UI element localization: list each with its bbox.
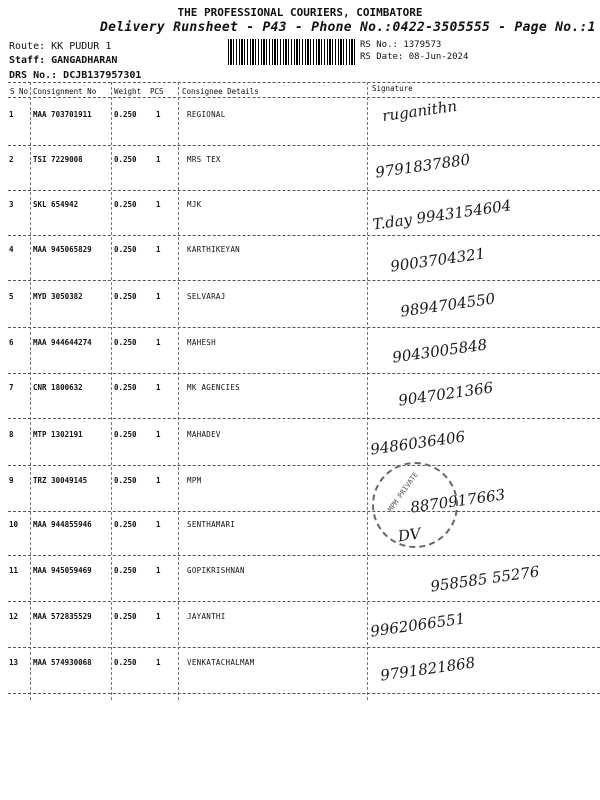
row-consignee: KARTHIKEYAN (187, 245, 240, 254)
row-signature: 9962066551 (369, 609, 467, 641)
row-separator (8, 190, 600, 191)
row-consignment-no: TRZ 30049145 (33, 476, 88, 485)
col-divider (30, 82, 31, 700)
row-sno: 4 (9, 245, 14, 254)
row-sno: 7 (9, 383, 14, 392)
row-separator (8, 280, 600, 281)
row-signature: 9791837880 (374, 150, 472, 182)
row-pcs: 1 (156, 155, 161, 164)
row-sno: 9 (9, 476, 14, 485)
row-weight: 0.250 (114, 612, 137, 621)
row-signature: 8870917663 (409, 485, 507, 517)
row-signature: 9486036406 (369, 427, 467, 459)
row-separator (8, 465, 600, 466)
row-separator (8, 418, 600, 419)
row-signature: DV (396, 524, 422, 546)
row-consignment-no: CNR 1800632 (33, 383, 83, 392)
col-divider (178, 82, 179, 700)
row-pcs: 1 (156, 292, 161, 301)
col-header-consignment: Consignment No (33, 87, 97, 96)
row-pcs: 1 (156, 612, 161, 621)
col-divider (111, 82, 112, 700)
row-signature: 958585 55276 (429, 562, 541, 596)
col-header-pcs: PCS (150, 87, 164, 96)
row-pcs: 1 (156, 245, 161, 254)
row-consignee: GOPIKRISHNAN (187, 566, 245, 575)
row-separator (8, 327, 600, 328)
row-consignee: MK AGENCIES (187, 383, 240, 392)
row-separator (8, 511, 600, 512)
row-weight: 0.250 (114, 658, 137, 667)
row-consignment-no: MTP 1302191 (33, 430, 83, 439)
row-consignee: JAYANTHI (187, 612, 226, 621)
row-signature: 9791821868 (379, 653, 477, 685)
row-signature: 9003704321 (389, 244, 487, 276)
row-sno: 1 (9, 110, 14, 119)
row-weight: 0.250 (114, 383, 137, 392)
row-consignee: MAHESH (187, 338, 216, 347)
row-separator (8, 647, 600, 648)
rs-number: RS No.: 1379573 (360, 40, 442, 50)
row-consignment-no: MAA 945065829 (33, 245, 92, 254)
row-weight: 0.250 (114, 338, 137, 347)
row-signature: 9047021366 (397, 378, 495, 410)
row-weight: 0.250 (114, 155, 137, 164)
row-consignee: MJK (187, 200, 202, 209)
row-consignment-no: MAA 574930068 (33, 658, 92, 667)
row-consignment-no: MAA 944644274 (33, 338, 92, 347)
row-signature: 9043005848 (391, 335, 489, 367)
route-label: Route: KK PUDUR 1 (9, 41, 112, 52)
drs-number: DRS No.: DCJB137957301 (9, 70, 142, 81)
row-signature: ruganithn (381, 96, 459, 126)
col-header-consignee: Consignee Details (182, 87, 259, 96)
rs-date: RS Date: 08-Jun-2024 (360, 52, 469, 62)
row-sno: 3 (9, 200, 14, 209)
row-consignee: MPM (187, 476, 202, 485)
col-header-sno: S No (10, 87, 29, 96)
row-pcs: 1 (156, 200, 161, 209)
row-separator (8, 145, 600, 146)
runsheet-title: THE PROFESSIONAL COURIERS, COIMBATORE (177, 6, 423, 19)
row-pcs: 1 (156, 658, 161, 667)
row-consignment-no: MYD 3050382 (33, 292, 83, 301)
row-sno: 12 (9, 612, 19, 621)
row-separator (8, 555, 600, 556)
row-sno: 2 (9, 155, 14, 164)
runsheet-subtitle: Delivery Runsheet - P43 - Phone No.:0422-3505555 - Page No.:1 (100, 20, 596, 35)
row-consignee: SELVARAJ (187, 292, 226, 301)
row-consignee: REGIONAL (187, 110, 226, 119)
row-weight: 0.250 (114, 110, 137, 119)
table-top-rule (8, 82, 600, 83)
row-weight: 0.250 (114, 245, 137, 254)
col-header-weight: Weight (114, 87, 142, 96)
row-separator (8, 693, 600, 694)
row-sno: 10 (9, 520, 19, 529)
row-weight: 0.250 (114, 476, 137, 485)
row-separator (8, 235, 600, 236)
row-pcs: 1 (156, 476, 161, 485)
barcode (228, 39, 356, 65)
row-separator (8, 373, 600, 374)
row-separator (8, 601, 600, 602)
row-sno: 13 (9, 658, 19, 667)
col-header-signature: Signature (372, 84, 413, 93)
row-consignment-no: TSI 7229008 (33, 155, 83, 164)
row-consignee: MRS TEX (187, 155, 221, 164)
staff-label: Staff: GANGADHARAN (9, 55, 118, 66)
row-consignment-no: SKL 654942 (33, 200, 79, 209)
row-weight: 0.250 (114, 292, 137, 301)
row-consignment-no: MAA 944855946 (33, 520, 92, 529)
row-pcs: 1 (156, 338, 161, 347)
row-sno: 5 (9, 292, 14, 301)
stamp-text: MPM PRIVATE (386, 470, 420, 514)
row-weight: 0.250 (114, 520, 137, 529)
row-weight: 0.250 (114, 566, 137, 575)
row-pcs: 1 (156, 430, 161, 439)
row-consignment-no: MAA 572835529 (33, 612, 92, 621)
row-sno: 11 (9, 566, 19, 575)
row-consignee: SENTHAMARI (187, 520, 236, 529)
row-consignee: VENKATACHALMAM (187, 658, 255, 667)
row-weight: 0.250 (114, 200, 137, 209)
row-signature: T.day 9943154604 (371, 196, 513, 234)
row-signature: 9894704550 (399, 289, 497, 321)
row-sno: 8 (9, 430, 14, 439)
header-bottom-rule (8, 97, 600, 98)
row-pcs: 1 (156, 566, 161, 575)
row-pcs: 1 (156, 520, 161, 529)
row-pcs: 1 (156, 110, 161, 119)
row-sno: 6 (9, 338, 14, 347)
row-weight: 0.250 (114, 430, 137, 439)
row-pcs: 1 (156, 383, 161, 392)
col-divider (367, 82, 368, 700)
row-consignment-no: MAA 703701911 (33, 110, 92, 119)
row-consignee: MAHADEV (187, 430, 221, 439)
row-consignment-no: MAA 945059469 (33, 566, 92, 575)
